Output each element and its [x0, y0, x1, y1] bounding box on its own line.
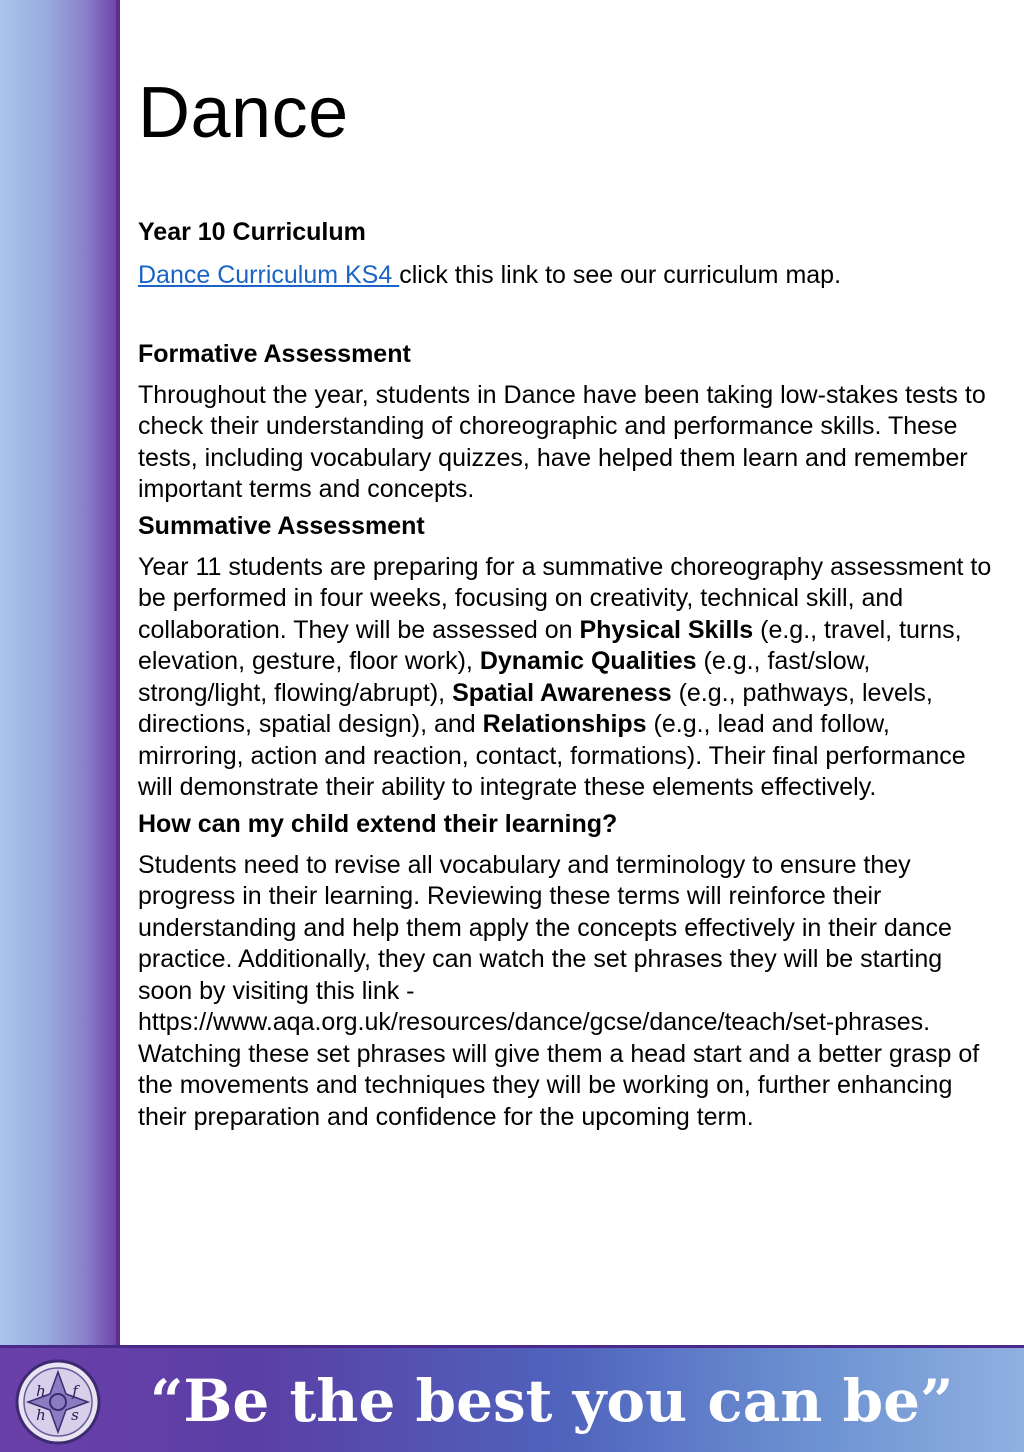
- main-content: [138, 70, 998, 1133]
- term-relationships: Relationships: [482, 710, 647, 738]
- year10-heading: Year 10 Curriculum: [138, 218, 366, 246]
- crest-letter-h2: h: [36, 1406, 46, 1424]
- curriculum-link-line: [138, 260, 998, 292]
- school-motto: “Be the best you can be”: [150, 1367, 954, 1435]
- term-dynamic-qualities: Dynamic Qualities: [479, 647, 697, 675]
- desc-dynamic-qualities: (e.g., fast/slow, strong/light, flowing/abrupt),: [138, 647, 871, 707]
- summative-heading: Summative Assessment: [138, 511, 425, 540]
- crest-letter-s: s: [71, 1406, 79, 1424]
- curriculum-link-suffix: click this link to see our curriculum map.: [399, 261, 842, 289]
- crest-letter-h1: h: [36, 1382, 46, 1400]
- page-title: Dance: [138, 73, 349, 153]
- school-crest-icon: [14, 1358, 102, 1446]
- extend-body: Students need to revise all vocabulary and terminology to ensure they progress in their learning. Reviewing these terms will reinforce their understanding and help them apply the concepts effectively in their dance practice. Additionally, they can watch the set phrases they will be starting soon by visiting this link - https://www.aqa.org.uk/resources/dance/gcse/dance/teach/set-phrases. Watching these set phrases will give them a head start and a better grasp of the movements and techniques they will be working on, further enhancing their preparation and confidence for the upcoming term.: [138, 850, 980, 1131]
- desc-relationships: (e.g., lead and follow, mirroring, action and reaction, contact, formations). Their final performance will demonstrate their ability to integrate these elements effectively.: [138, 710, 966, 801]
- term-spatial-awareness: Spatial Awareness: [452, 678, 672, 707]
- formative-body: Throughout the year, students in Dance have been taking low-stakes tests to check their understanding of choreographic and performance skills. These tests, including vocabulary quizzes, have helped them learn and remember important terms and concepts.: [138, 380, 986, 503]
- summative-intro: Year 11 students are preparing for a summative choreography assessment to be performed in four weeks, focusing on creativity, technical skill, and collaboration. They will be assessed on: [138, 552, 992, 644]
- crest-letter-f: f: [72, 1382, 78, 1400]
- summative-body: [138, 552, 998, 804]
- curriculum-map-link[interactable]: Dance Curriculum KS4: [138, 261, 400, 289]
- extend-heading: How can my child extend their learning?: [138, 809, 618, 838]
- desc-physical-skills: (e.g., travel, turns, elevation, gesture, floor work),: [138, 615, 962, 675]
- footer-banner: [0, 1345, 1024, 1452]
- term-physical-skills: Physical Skills: [579, 615, 754, 644]
- side-decor-stripe: [0, 0, 120, 1345]
- desc-spatial-awareness: (e.g., pathways, levels, directions, spatial design), and: [138, 678, 933, 738]
- formative-heading: Formative Assessment: [138, 339, 411, 368]
